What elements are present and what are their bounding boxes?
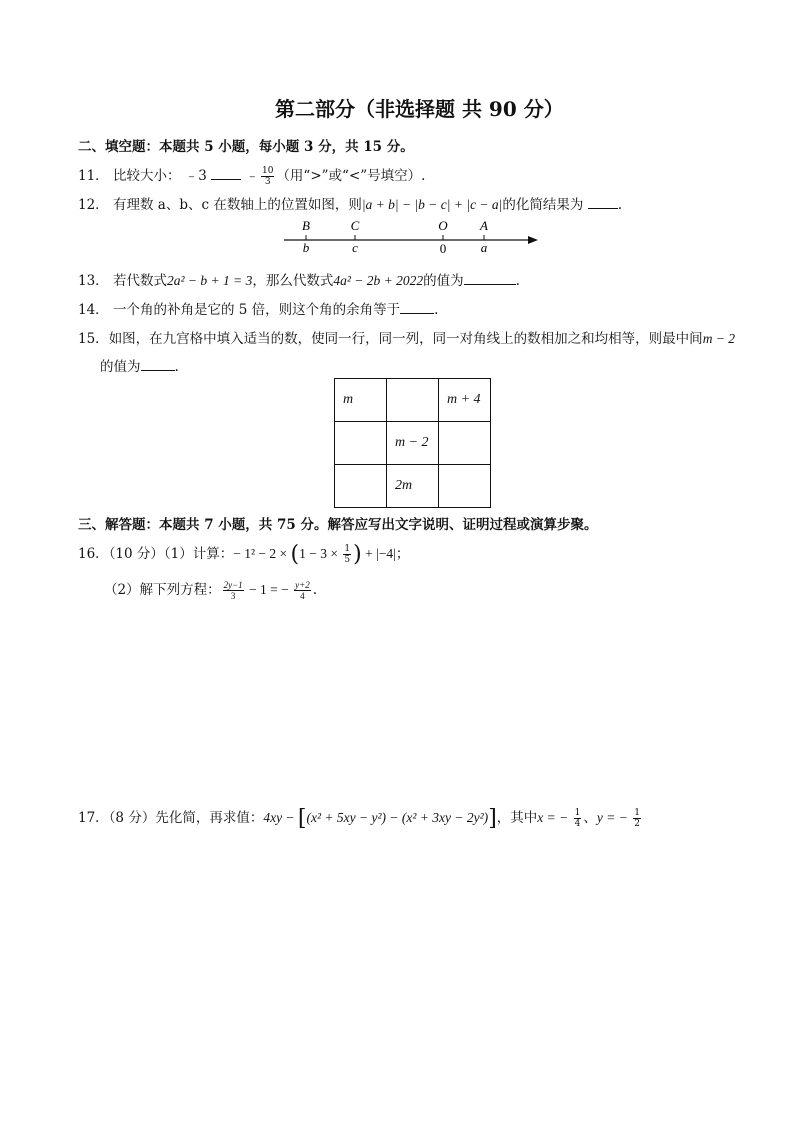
grid-cell: 2m <box>387 465 439 508</box>
q14-number: 14． <box>78 302 109 318</box>
q16-p1-frac-num: 1 <box>344 544 351 554</box>
q11-answer-blank[interactable] <box>211 179 241 180</box>
q16-score: （10 分） <box>108 546 164 562</box>
question-11 <box>78 164 425 187</box>
q16-p2-mid: − 1 = − <box>245 582 293 597</box>
label-zero: 0 <box>439 241 447 256</box>
grid-cell <box>387 379 439 422</box>
q16-p2-frac1-den: 3 <box>230 591 236 601</box>
q12-expression: |a + b| − |b − c| + |c − a| <box>361 197 503 212</box>
q16-close-paren: ) <box>353 542 362 567</box>
question-13 <box>78 269 520 289</box>
q11-number: 11． <box>78 168 109 184</box>
q16-open-paren: ( <box>290 542 300 567</box>
q16-part1-label: （1）计算： <box>163 546 234 562</box>
q12-answer-blank[interactable] <box>588 208 618 209</box>
q15-expression: m − 2 <box>702 331 736 346</box>
number-line-figure <box>280 215 540 257</box>
q17-sep: 、 <box>583 810 597 826</box>
q17-x-eq: x = − <box>537 810 572 825</box>
q11-frac-den: 3 <box>264 177 271 187</box>
label-O: O <box>438 218 448 233</box>
q16-p2-frac2-den: 4 <box>300 591 305 601</box>
grid-cell <box>439 422 491 465</box>
q14-end: . <box>434 302 439 318</box>
q16-p1-frac-den: 5 <box>344 555 351 565</box>
grid-cell: m − 2 <box>387 422 439 465</box>
q16-p1-fraction <box>343 544 351 565</box>
q17-expr-b: (x² + 5xy − y²) − (x² + 3xy − 2y²) <box>306 810 489 825</box>
q16-p1-end: ； <box>395 546 410 562</box>
q11-left-value: ﹣3 <box>184 168 207 184</box>
q16-p2-fraction-2 <box>294 580 311 601</box>
q17-y-eq: y = − <box>596 810 632 825</box>
q13-text-a: 若代数式 <box>112 273 167 289</box>
label-B: B <box>302 218 310 233</box>
number-line-arrow <box>528 236 538 244</box>
label-A: A <box>480 218 488 233</box>
q11-frac-num: 10 <box>261 166 274 176</box>
q16-part2-label: （2）解下列方程： <box>104 582 221 598</box>
q15-text-a: 如图，在九宫格中填入适当的数，使同一行，同一列，同一对角线上的数相加之和均相等，则最中间 <box>108 331 703 347</box>
page-title: 第二部分（非选择题 共 90 分） <box>275 97 564 121</box>
q17-text-b: ，其中 <box>496 810 538 826</box>
q14-answer-blank[interactable] <box>400 313 434 314</box>
q17-open-bracket: [ <box>297 806 307 831</box>
q16-p1-expr-b: 1 − 3 × <box>299 546 342 561</box>
q13-text-c: 的值为 <box>423 273 464 289</box>
magic-square-grid <box>334 378 491 508</box>
section-solutions-heading: 三、解答题：本题共 7 小题，共 75 分。解答应写出文字说明、证明过程或演算步聚。 <box>78 517 598 533</box>
q11-text: 比较大小： <box>112 168 181 184</box>
q17-x-num: 1 <box>574 808 581 818</box>
q17-x-den: 4 <box>574 819 581 829</box>
q17-y-num: 1 <box>634 808 640 818</box>
q15-number: 15． <box>78 331 109 347</box>
grid-cell: m + 4 <box>439 379 491 422</box>
q17-score: （8 分） <box>108 810 156 826</box>
q13-answer-blank[interactable] <box>464 284 516 285</box>
grid-row <box>335 379 491 422</box>
label-c: c <box>352 240 358 255</box>
q15-end: . <box>174 359 179 375</box>
question-15-line-2 <box>100 355 179 375</box>
q12-end: . <box>617 197 622 213</box>
question-16-part-2 <box>104 578 317 601</box>
question-12 <box>78 193 622 213</box>
q17-y-fraction <box>633 808 641 829</box>
label-C: C <box>350 218 360 233</box>
q16-p2-end: . <box>312 582 318 598</box>
q12-text-b: 的化简结果为 <box>502 197 584 213</box>
q15-answer-blank[interactable] <box>141 370 175 371</box>
q16-p1-expr-a: − 1² − 2 × <box>233 546 291 561</box>
grid-cell <box>335 422 387 465</box>
q16-number: 16． <box>78 546 109 562</box>
q17-number: 17． <box>78 810 109 826</box>
q17-text-a: 先化简，再求值： <box>155 810 264 826</box>
q17-close-bracket: ] <box>488 806 497 831</box>
grid-cell <box>439 465 491 508</box>
q16-p2-fraction-1 <box>223 580 244 601</box>
section-fill-in-heading: 二、填空题：本题共 5 小题，每小题 3 分，共 15 分。 <box>78 139 414 155</box>
q15-text-b: 的值为 <box>100 359 141 375</box>
q13-text-b: ，那么代数式 <box>252 273 334 289</box>
question-14 <box>78 298 438 318</box>
label-b: b <box>302 240 310 255</box>
q13-end: . <box>515 273 520 289</box>
q11-hint: （用“>”或“<”号填空）. <box>276 168 426 184</box>
q16-p2-frac1-num: 2y−1 <box>223 580 243 590</box>
question-15 <box>78 327 735 347</box>
q13-number: 13． <box>78 273 109 289</box>
q12-text-a: 有理数 a、b、c 在数轴上的位置如图，则 <box>112 197 362 213</box>
q14-text: 一个角的补角是它的 5 倍，则这个角的余角等于 <box>112 302 401 318</box>
grid-row <box>335 422 491 465</box>
q16-p1-expr-c: + |−4| <box>361 546 396 561</box>
q12-number: 12． <box>78 197 109 213</box>
label-a: a <box>480 240 488 255</box>
q13-expression-1: 2a² − b + 1 = 3 <box>166 273 253 288</box>
q13-expression-2: 4a² − 2b + 2022 <box>333 273 424 288</box>
q17-x-fraction <box>574 808 582 829</box>
question-17 <box>78 806 643 831</box>
q17-expr-a: 4xy − <box>263 810 298 825</box>
grid-cell: m <box>335 379 387 422</box>
grid-cell <box>335 465 387 508</box>
question-16-part-1 <box>78 542 409 567</box>
grid-row <box>335 465 491 508</box>
q16-p2-frac2-num: y+2 <box>295 580 310 590</box>
q11-fraction <box>261 166 274 187</box>
q17-y-den: 2 <box>634 819 640 829</box>
q11-minus-sign: ﹣ <box>245 168 259 184</box>
